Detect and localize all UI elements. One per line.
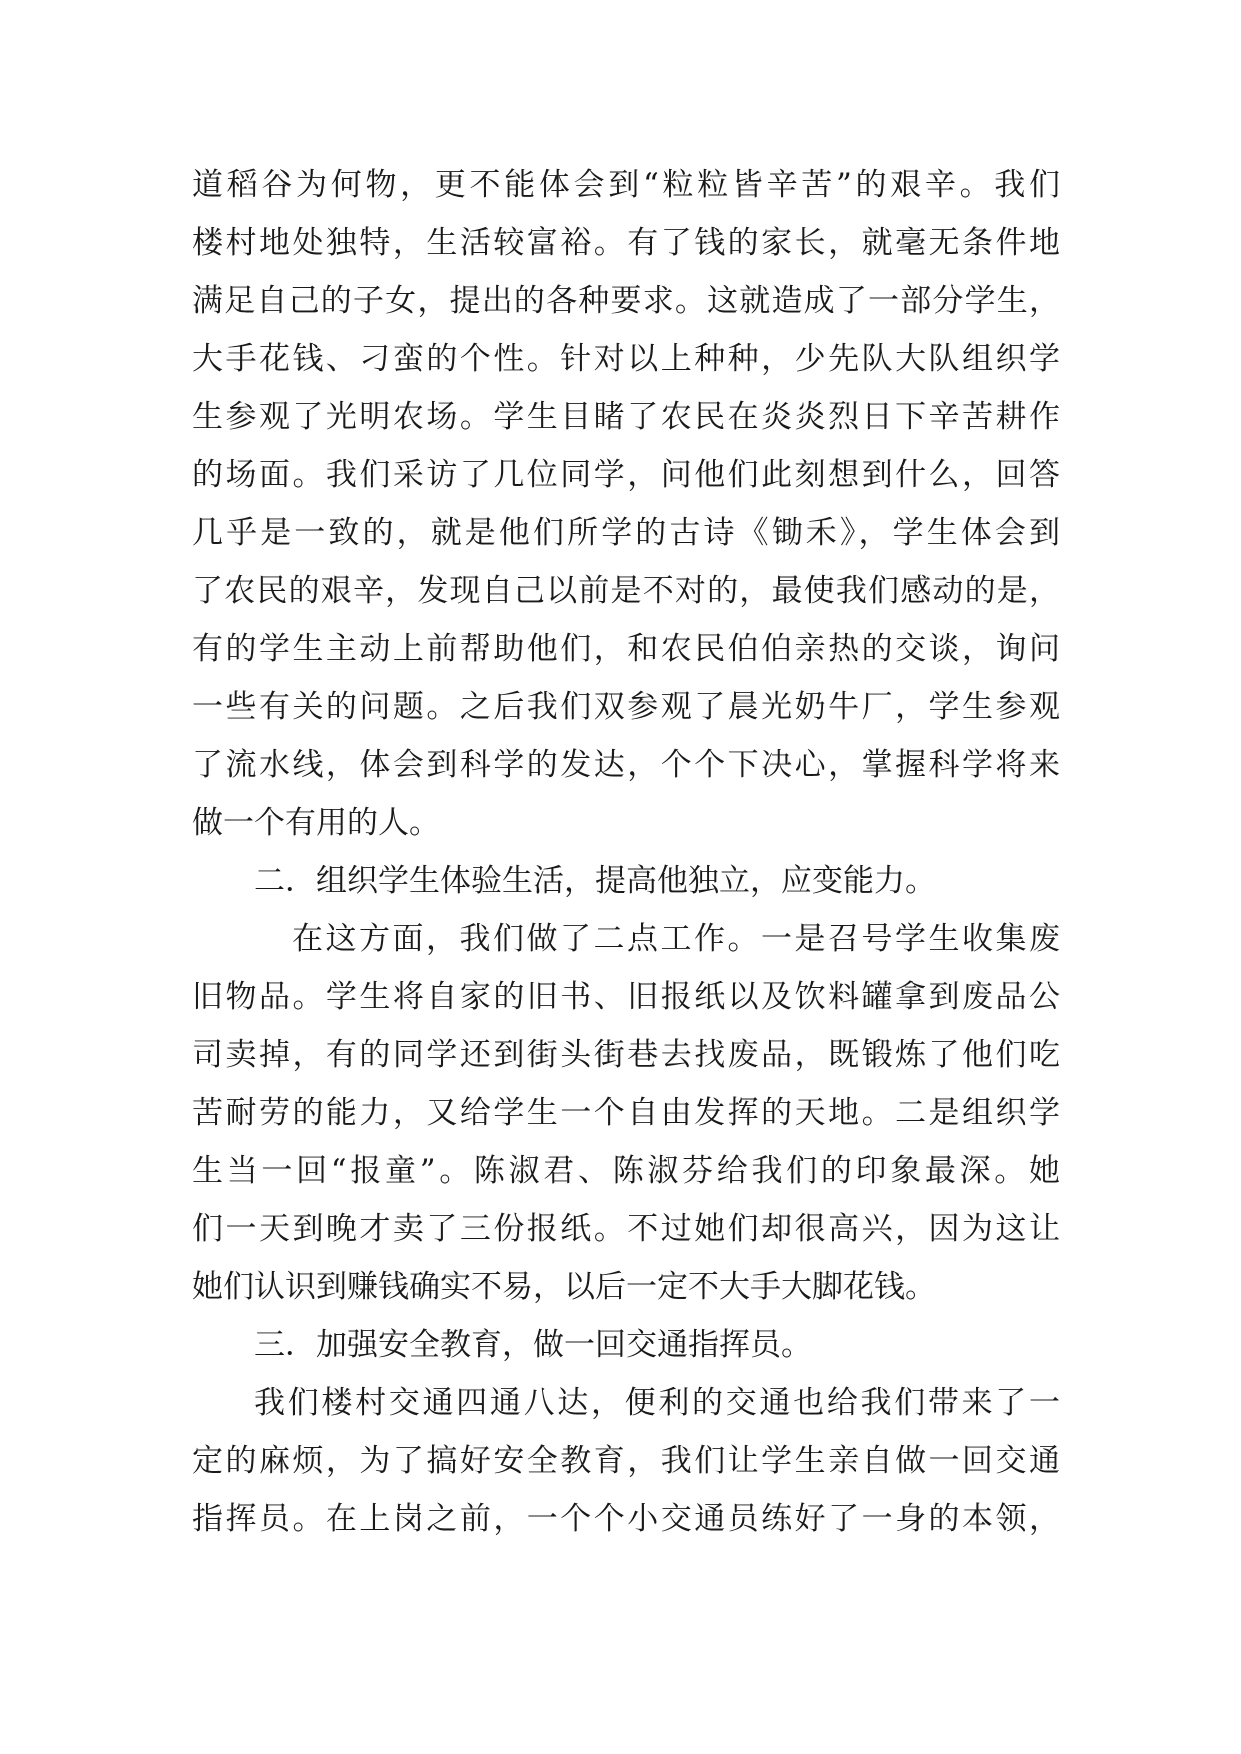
text-line: 在这方面，我们做了二点工作。一是召号学生收集废 bbox=[292, 921, 1060, 957]
text-line: 们一天到晚才卖了三份报纸。不过她们却很高兴，因为这让 bbox=[192, 1211, 1060, 1247]
text-line: 楼村地处独特，生活较富裕。有了钱的家长，就毫无条件地 bbox=[192, 225, 1060, 261]
section-heading-2: 二．组织学生体验生活，提高他独立，应变能力。 bbox=[254, 863, 936, 899]
text-line: 有的学生主动上前帮助他们，和农民伯伯亲热的交谈，询问 bbox=[192, 631, 1060, 667]
text-line: 旧物品。学生将自家的旧书、旧报纸以及饮料罐拿到废品公 bbox=[192, 979, 1060, 1015]
text-line: 苦耐劳的能力，又给学生一个自由发挥的天地。二是组织学 bbox=[192, 1095, 1060, 1131]
text-line: 了农民的艰辛，发现自己以前是不对的，最使我们感动的是， bbox=[192, 573, 1060, 609]
text-line: 指挥员。在上岗之前，一个个小交通员练好了一身的本领， bbox=[192, 1501, 1060, 1537]
text-line: 定的麻烦，为了搞好安全教育，我们让学生亲自做一回交通 bbox=[192, 1443, 1060, 1479]
text-line: 一些有关的问题。之后我们双参观了晨光奶牛厂，学生参观 bbox=[192, 689, 1060, 725]
text-line: 几乎是一致的，就是他们所学的古诗《锄禾》，学生体会到 bbox=[192, 515, 1060, 551]
text-line: 她们认识到赚钱确实不易，以后一定不大手大脚花钱。 bbox=[192, 1269, 936, 1305]
text-line: 大手花钱、刁蛮的个性。针对以上种种，少先队大队组织学 bbox=[192, 341, 1060, 377]
text-line: 生当一回“报童”。陈淑君、陈淑芬给我们的印象最深。她 bbox=[192, 1153, 1060, 1189]
text-line: 司卖掉，有的同学还到街头街巷去找废品，既锻炼了他们吃 bbox=[192, 1037, 1060, 1073]
text-line: 我们楼村交通四通八达，便利的交通也给我们带来了一 bbox=[254, 1385, 1060, 1421]
text-line: 的场面。我们采访了几位同学，问他们此刻想到什么，回答 bbox=[192, 457, 1060, 493]
text-line: 道稻谷为何物，更不能体会到“粒粒皆辛苦”的艰辛。我们 bbox=[192, 167, 1060, 203]
text-line: 满足自己的子女，提出的各种要求。这就造成了一部分学生， bbox=[192, 283, 1060, 319]
body-text bbox=[192, 156, 1060, 1548]
section-heading-3: 三．加强安全教育，做一回交通指挥员。 bbox=[254, 1327, 812, 1363]
text-line: 生参观了光明农场。学生目睹了农民在炎炎烈日下辛苦耕作 bbox=[192, 399, 1060, 435]
text-line: 了流水线，体会到科学的发达，个个下决心，掌握科学将来 bbox=[192, 747, 1060, 783]
text-line: 做一个有用的人。 bbox=[192, 805, 440, 841]
